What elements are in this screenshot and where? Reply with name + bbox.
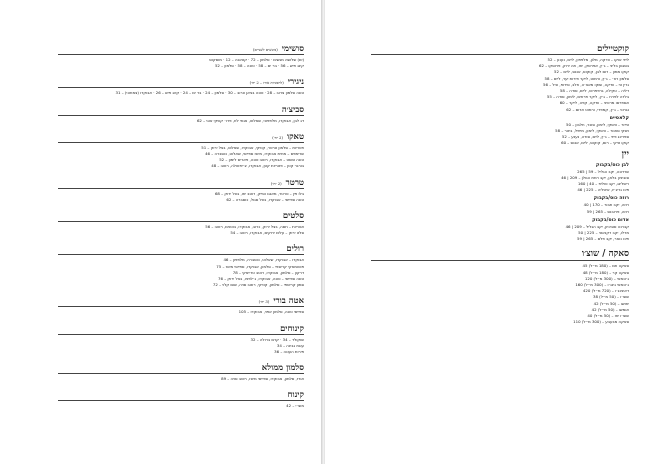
section-note: (לחמניות אורז – 2 יח׳) (249, 80, 284, 86)
menu-item-line: אספרסו מרטיני – וודקה, קפה, ליקר – 60 (559, 100, 629, 106)
section-title: ניגירי (287, 76, 304, 87)
menu-item-line: אבוקדו – אבוקדו, שאלוט, כוסברה, מלפפון – 46 (223, 257, 304, 263)
section-title: טאקו (286, 130, 304, 141)
menu-item-line: בורגר קטן – פטריות קטן, אבוקדו, צ׳יפוטלה, רוטב – 48 (211, 163, 304, 169)
menu-item-line: רוזה, יקב תבור – 170 | 40 (583, 202, 629, 208)
sake-section (371, 248, 629, 325)
menu-item-line: שרדונה, יקב הגליל – 59 | 265 (577, 168, 629, 174)
red-wine-list (371, 224, 629, 243)
section-note: (מוגשים לשניים) (253, 47, 278, 52)
menu-section (58, 295, 304, 315)
menu-section (58, 76, 304, 96)
menu-item-line: קברנה סוביניון, יקב הגליל – 209 | 46 (565, 223, 629, 229)
section-heading (58, 131, 304, 143)
section-title: סביצ׳ה (281, 103, 304, 114)
menu-item-line: טונה טוסט – אבוקדו, רוטב טונה, פאריס לימון – 52 (219, 157, 304, 163)
menu-item-line: מוצ׳י – 42 (286, 403, 304, 409)
rose-wine-subheading: רוזה כוס/בקבוק (593, 196, 629, 202)
menu-item-line: יוזושו – (50 מ״ל) 42 (593, 300, 629, 306)
section-heading (58, 43, 304, 55)
menu-item-line: אורז, סלמון, אבוקדו, ספייסי מיונז, רוטב סויה – 89 (221, 376, 304, 382)
section-title: רולים (286, 243, 304, 254)
menu-item-line: ספרינג פיזי – ג׳ין, ליים, סודה, נענע – 52 (561, 134, 629, 140)
menu-item-line: בלדה לפרח – ג׳ין, ליקר פרחים, לימון, סודה – 55 (546, 94, 629, 100)
menu-item-line: קינג פיש – 56 · בר ים – 58 · טונה – 58 · סלמון – 52 (214, 63, 304, 69)
menu-item-line: שוצ׳ו – (50 מ״ל) 38 (592, 294, 629, 300)
menu-item-line: סוביניון בלאן, יקב רמת הגולן – 209 | 46 (561, 174, 629, 180)
white-wine-subheading: לבן כוס/בקבוק (595, 162, 629, 168)
menu-item-line: פינו גריג׳יו, איטליה – 225 | 46 (577, 187, 629, 193)
menu-item-line: ויסקי סאוור – וויסקי, לימון, מייפל, ביטר – 58 (555, 128, 629, 134)
cocktails-list (371, 57, 629, 113)
menu-item-line: גרין טי – וודקה, שוקו מאצ׳ה, חלב, סירופ, וניל – 56 (543, 81, 629, 87)
menu-item-line: פינו נואר, יקב פלם – 265 | 59 (577, 236, 629, 242)
menu-item-line: בסגנון בליני – ג׳ין, אפרסק, יוזו, תה ירוק, פרוסקו – 62 (539, 63, 629, 69)
wine-section (371, 149, 629, 243)
menu-section (58, 210, 304, 236)
classics-list (371, 122, 629, 147)
menu-section (58, 323, 304, 356)
sake-list (371, 263, 629, 325)
menu-item-line: שוקולד – 34 · קרם ברולה – 32 (250, 336, 304, 342)
right-menu-page (325, 0, 647, 464)
section-heading (58, 177, 304, 189)
section-title: טרטר (285, 176, 304, 187)
section-heading (58, 295, 304, 307)
section-title: קינוח (287, 389, 304, 400)
menu-item-line: דג לבן, אבוקדו, מלפפוני, שאלוט, אגוזי לוז, פרו׳ קוויקי אוגי – 62 (196, 117, 304, 123)
section-heading (58, 323, 304, 335)
menu-item-line: סלט ירוק – עלים ירוקים, אבוקדו, רוטב – 54 (230, 230, 304, 236)
menu-item-line: פטריות – סלמון טרטר, קוויקי, אבוקדו, שאלוט, בצל ירוק – 51 (201, 144, 304, 150)
cocktails-section (371, 43, 629, 147)
section-heading (58, 104, 304, 116)
menu-item-line: פירות העונה – 36 (274, 349, 304, 355)
section-heading (58, 362, 304, 374)
section-title: סלטים (282, 210, 304, 221)
menu-section (58, 243, 304, 288)
section-title: סושימי (281, 43, 304, 53)
section-note: (2 יח׳) (270, 180, 282, 186)
wine-heading: יין (621, 148, 629, 160)
rose-wine-list (371, 202, 629, 214)
menu-item-line: טונה ספייסי – טונה, אבוקדו, ג׳לפניו, בצל ירוק – 76 (218, 276, 304, 282)
menu-item-line: סאקה קר – (180 מ״ל) 48 (582, 269, 629, 275)
menu-item-line: מרלו, יקב רקנאטי – 225 | 50 (578, 230, 629, 236)
menu-section (58, 389, 304, 409)
white-wine-list (371, 169, 629, 194)
menu-item-line: דאיגינג׳ו – (720 מ״ל) 420 (582, 288, 629, 294)
section-heading (58, 243, 304, 255)
menu-item-line: ספייסי טונה, סלמון אפוי, אבוקדו – 105 (238, 309, 304, 315)
sake-heading: סאקה / שוצ׳ו (371, 248, 629, 261)
menu-item-line: שרימפס – מחית אבוקדו, מיונז ספייסי, שאלוט, כוסברה – 46 (205, 151, 304, 157)
section-note: (3 יח׳) (258, 299, 270, 305)
menu-item-line: נגרוני – ג׳ין, קמפרי, ורמוט אדום – 62 (566, 106, 629, 112)
menu-item-line: אומשו – (50 מ״ל) 42 (591, 306, 629, 312)
menu-item-line: קוקו טיקי – רום, קוקוס, ליים, אננס – 60 (561, 140, 629, 146)
menu-item-line: (ים) שלושה מגשים · סלמון – 72 · קטאנה – 12 · מוסקוס (209, 57, 304, 62)
menu-item-line: קוקו ממון – רום לבן, קוקוס, אננס, ליים – 52 (553, 69, 629, 75)
menu-item-line: אטריות – חסה, בצל ירוק, כרוב, אבוקדו, בוטנים, רוטב – 56 (205, 224, 304, 230)
menu-item-line: טונה ספייסי – אבוקדו, בצל סגול, כוסברה – 62 (226, 196, 304, 202)
menu-item-line: בלו פין – טרטר, מאנגו וסייק, רוטב יוזו, בצל ירוק – 68 (214, 190, 304, 196)
menu-item-line: טונה סלמון צרוב – 28 · טונה בגיאן צרוב – 30 · סלמון – 24 · בר ים – 24 · קינג פיש – 26 · אבוקדו (צמחוני) – 31 (115, 90, 304, 96)
menu-item-line: ג׳ונמאי גינג׳ו – (300 מ״ל) 160 (575, 282, 629, 288)
menu-item-line: דרקון – סלמון, אבוקדו, רוטב טרייאקי – 78 (232, 269, 304, 275)
menu-item-line: ג׳ונמאי – (300 מ״ל) 120 (584, 275, 629, 281)
section-title: אטה בורי (273, 295, 304, 306)
section-heading (58, 389, 304, 401)
menu-item-line: סלמון רוז׳ – ג׳ין, ורמוט, ליקר פירות יער, ליים – 58 (544, 75, 629, 81)
menu-section (58, 362, 304, 382)
cocktails-heading: קוקטיילים (371, 43, 629, 55)
menu-item-line: פוטומאקי קריספי – סלמון, אבוקדו, ספייסי מיונז – 75 (216, 263, 304, 269)
section-title: קינוחים (280, 322, 304, 333)
section-heading (58, 76, 304, 88)
section-heading (58, 210, 304, 222)
menu-item-line: דליה – טקילה, גרפפרוט, ליים, סודה – 58 (559, 88, 629, 94)
menu-section (58, 43, 304, 69)
menu-item-line: סמון קריספי – סלמון, קוויקי, רוטב סויה, שום קלוי – 72 (212, 282, 304, 288)
menu-item-line: רוזה, פרובנס – 265 | 59 (586, 208, 629, 214)
menu-item-line: סאקה חם – (180 מ״ל) 45 (582, 263, 629, 269)
left-menu-page (0, 0, 322, 464)
menu-item-line: טייזר – וויסקי, לימון, סוכר, חלבון – 50 (566, 121, 629, 127)
menu-section (58, 104, 304, 124)
menu-item-line: שוצ׳ו יוזו – (50 מ״ל) 40 (587, 313, 629, 319)
menu-item-line: ריסלינג, יקב טוליפ – 40 | 160 (577, 181, 629, 187)
menu-section (58, 131, 304, 170)
section-note: (2 יח׳) (272, 134, 283, 140)
menu-item-line: עוגת גבינה – 34 (276, 342, 304, 348)
menu-item-line: סאקה מבעבע – (300 מ״ל) 110 (573, 319, 629, 325)
section-title: סלמון ממולא (261, 362, 304, 373)
menu-section (58, 177, 304, 203)
classics-heading: קלאסיים (609, 115, 629, 121)
red-wine-subheading: אדום כוס/בקבוק (592, 217, 629, 223)
menu-item-line: לייזי אוקו – וודקה, מלון, מלפפון, ליים, נענע – 52 (547, 57, 629, 62)
